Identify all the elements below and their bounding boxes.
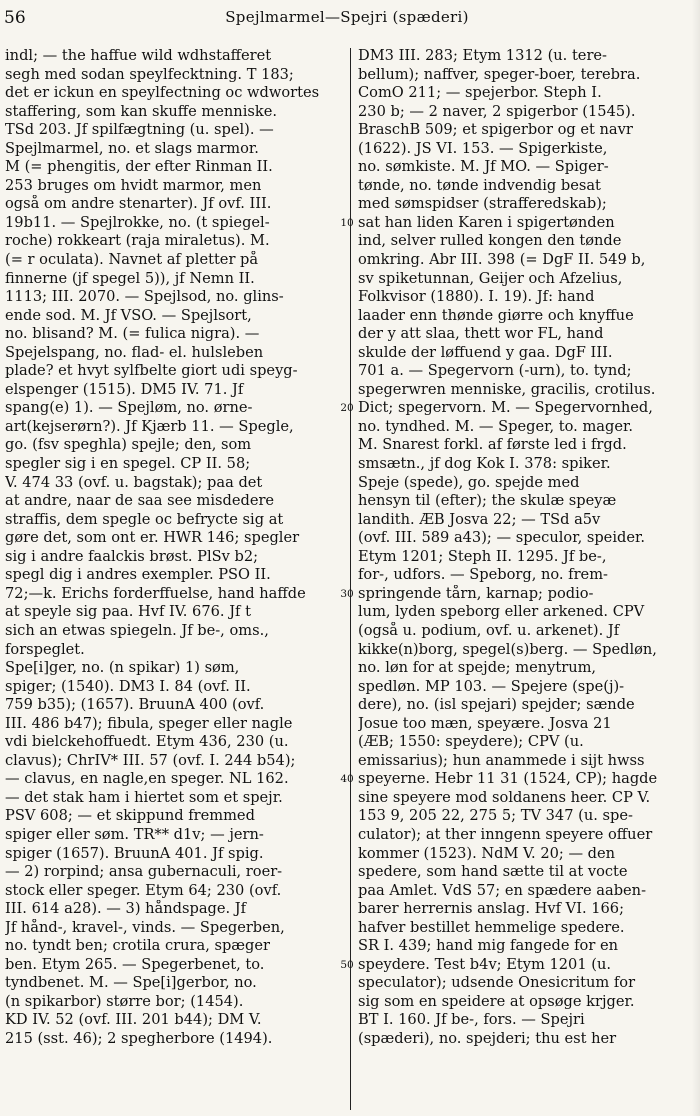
left-column-line: 19b11. — Spejlrokke, no. (t spiegel- [5,213,270,231]
right-column-line: DM3 III. 283; Etym 1312 (u. tere- [358,47,607,64]
left-column-line: spang(e) 1). — Spejløm, no. ørne- [5,399,253,417]
right-column-line: Etym 1201; Steph II. 1295. Jf be-, [358,547,607,565]
right-column-line: no. løn for at spejde; menytrum, [358,659,597,677]
right-column-line: speydere. Test b4v; Etym 1201 (u. [358,955,611,973]
left-column-line: ende sod. M. Jf VSO. — Spejlsort, [5,306,252,324]
left-column-line: Spe[i]ger, no. (n spikar) 1) søm, [5,659,240,677]
left-column-line: plade? et hvyt sylfbelte giort udi speyg- [5,362,298,380]
right-column-line: emissarius); hun anammede i sijt hwss [358,751,645,769]
right-column [358,47,696,1049]
right-column-line: springende tårn, karnap; podio- [358,584,594,602]
right-column-line: tønde, no. tønde indvendig besat [358,176,601,194]
left-column-line: 759 b35); (1657). BruunA 400 (ovf. [5,696,265,714]
right-column-line: laader enn thønde giørre och knyffue [358,306,634,324]
left-column-line: Spejelspang, no. flad- el. hulsleben [5,343,264,361]
left-column-line: go. (fsv speghla) spejle; den, som [5,436,252,454]
left-column-line: Spejlmarmel, no. et slags marmor. [5,139,259,157]
page-edge-shadow [692,0,700,1116]
left-column-line: — det stak ham i hiertet som et spejr. [5,788,283,806]
right-column-line: BraschB 509; et spigerbor og et navr [358,121,633,139]
right-column-line: landith. ÆB Josva 22; — TSd a5v [358,510,601,528]
left-column-line: også om andre stenarter). Jf ovf. III. [5,195,272,213]
right-column-line: sine speyere mod soldanens heer. CP V. [358,788,651,806]
right-column-line: Josue too mæn, speyære. Josva 21 [358,714,612,732]
right-column-line: (også u. podium, ovf. u. arkenet). Jf [358,621,620,639]
left-column-line: — clavus, en nagle,en speger. NL 162. [5,770,289,788]
left-column-line: at speyle sig paa. Hvf IV. 676. Jf t [5,603,251,621]
left-column-line: roche) rokkeart (raja miraletus). M. [5,232,270,250]
right-column-line: der y att slaa, thett wor FL, hand [358,325,604,343]
left-column-line: art(kejserørn?). Jf Kjærb 11. — Spegle, [5,417,294,435]
right-column-line: culator); at ther inngenn speyere offuer [358,825,653,843]
right-column-line: Folkvisor (1880). I. 19). Jf: hand [358,288,595,306]
right-column-line: (1622). JS VI. 153. — Spigerkiste, [358,139,608,157]
right-column-line: kikke(n)borg, spegel(s)berg. — Spedløn, [358,640,657,658]
page-number: 56 [4,8,26,28]
left-column-line: clavus); ChrIV* III. 57 (ovf. I. 244 b54); [5,751,296,769]
right-column-line: speculator); udsende Onesicritum for [358,974,636,992]
right-column-line: kommer (1523). NdM V. 20; — den [358,844,616,862]
right-column-line: 701 a. — Spegervorn (-urn), to. tynd; [358,362,632,380]
left-column-line: spegl dig i andres exempler. PSO II. [5,566,271,584]
left-column-line: elspenger (1515). DM5 IV. 71. Jf [5,380,244,398]
left-column-line: Jf hånd-, kravel-, vinds. — Spegerben, [5,918,285,936]
left-column-line: 72;—k. Erichs forderffuelse, hand haffde [5,584,306,602]
margin-line-number: 30 [340,587,354,600]
left-column-line: stock eller speger. Etym 64; 230 (ovf. [5,881,282,899]
left-column-line: 215 (sst. 46); 2 spegherbore (1494). [5,1029,273,1047]
right-column-line: speyerne. Hebr 11 31 (1524, CP); hagde [358,770,658,788]
right-column-line: 153 9, 205 22, 275 5; TV 347 (u. spe- [358,807,633,825]
left-column-line: segh med sodan speylfecktning. T 183; [5,65,294,83]
right-column-line: sv spiketunnan, Geijer och Afzelius, [358,269,623,287]
right-column-line: spegerwren menniske, gracilis, crotilus. [358,380,656,398]
left-column-line: — 2) rorpind; ansa gubernaculi, roer- [5,863,283,881]
right-column-line: smsætn., jf dog Kok I. 378: spiker. [358,455,611,473]
right-column-line: skulde der løffuend y gaa. DgF III. [358,343,613,361]
margin-line-number: 40 [340,773,354,786]
left-column-line: sig i andre faalckis brøst. PlSv b2; [5,547,259,565]
left-column-line: III. 486 b47); fibula, speger eller nagle [5,714,293,732]
right-column-line: sig som en speidere at opsøge krjger. [358,992,635,1010]
column-divider [350,48,351,1110]
right-column-line: med sømspidser (strafferedskab); [358,195,607,213]
left-column-line: KD IV. 52 (ovf. III. 201 b44); DM V. [5,1011,262,1029]
margin-line-number: 50 [340,958,354,971]
right-column-line: lum, lyden speborg eller arkened. CPV [358,603,645,621]
right-column-line: sat han liden Karen i spigertønden [358,213,615,231]
left-column-line: det er ickun en speylfectning oc wdwortes [5,84,320,102]
right-column-line: Speje (spede), go. spejde med [358,473,580,491]
left-column-line: forspeglet. [5,640,85,658]
left-column-line: indl; — the haffue wild wdhstafferet [5,47,272,64]
right-column-line: (spæderi), no. spejderi; thu est her [358,1029,617,1047]
left-column-line: sich an etwas spiegeln. Jf be-, oms., [5,621,269,639]
left-column-line: III. 614 a28). — 3) håndspage. Jf [5,900,247,918]
left-column-line: spegler sig i en spegel. CP II. 58; [5,455,251,473]
right-column-line: BT I. 160. Jf be-, fors. — Spejri [358,1011,585,1029]
left-column [5,47,343,1049]
left-column-line: no. tyndt ben; crotila crura, spæger [5,937,270,955]
left-column-line: staffering, som kan skuffe menniske. [5,102,277,120]
right-column-line: no. tyndhed. M. — Speger, to. mager. [358,417,633,435]
right-column-line: ind, selver rulled kongen den tønde [358,232,622,250]
left-column-line: at andre, naar de saa see misdedere [5,492,275,510]
left-column-line: 1113; III. 2070. — Spejlsod, no. glins- [5,288,284,306]
right-column-line: no. sømkiste. M. Jf MO. — Spiger- [358,158,609,176]
right-column-line: omkring. Abr III. 398 (= DgF II. 549 b, [358,251,646,269]
page-header [4,8,690,32]
right-column-line: hensyn til (efter); the skulæ speyæ [358,492,617,510]
left-column-line: gøre det, som ont er. HWR 146; spegler [5,529,300,547]
right-column-line: M. Snarest forkl. af første led i frgd. [358,436,627,454]
right-column-line: barer herrernis anslag. Hvf VI. 166; [358,900,625,918]
right-column-line: 230 b; — 2 naver, 2 spigerbor (1545). [358,102,636,120]
right-column-line: bellum); naffver, speger-boer, terebra. [358,65,641,83]
left-column-line: PSV 608; — et skippund fremmed [5,807,255,825]
left-column-line: straffis, dem spegle oc befrycte sig at [5,510,284,528]
left-column-line: spiger (1657). BruunA 401. Jf spig. [5,844,264,862]
right-column-line: spedløn. MP 103. — Spejere (spe(j)- [358,677,625,695]
right-column-line: Dict; spegervorn. M. — Spegervornhed, [358,399,653,417]
left-column-line: TSd 203. Jf spilfægtning (u. spel). — [5,121,274,139]
left-column-line: V. 474 33 (ovf. u. bagstak); paa det [5,473,263,491]
right-column-line: (ÆB; 1550: speydere); CPV (u. [358,733,584,751]
left-column-line: (= r oculata). Navnet af pletter på [5,251,259,269]
right-column-line: for-, udfors. — Speborg, no. frem- [358,566,608,584]
running-head: Spejlmarmel—Spejri (spæderi) [225,8,469,26]
left-column-line: M (= phengitis, der efter Rinman II. [5,158,273,176]
right-column-line: paa Amlet. VdS 57; en spædere aaben- [358,881,647,899]
right-column-line: hafver bestillet hemmelige spedere. [358,918,625,936]
right-column-line: spedere, som hand sætte til at vocte [358,863,628,881]
left-column-line: (n spikarbor) større bor; (1454). [5,992,244,1010]
right-column-line: (ovf. III. 589 a43); — speculor, speider. [358,529,645,547]
margin-line-number: 10 [340,216,354,229]
left-column-line: 253 bruges om hvidt marmor, men [5,176,262,194]
left-column-line: no. blisand? M. (= fulica nigra). — [5,325,260,343]
left-column-line: spiger eller søm. TR** d1v; — jern- [5,825,264,843]
right-column-line: ComO 211; — spejerbor. Steph I. [358,84,602,102]
left-column-line: vdi bielckehoffuedt. Etym 436, 230 (u. [5,733,289,751]
margin-line-number: 20 [340,402,354,415]
left-column-line: finnerne (jf spegel 5)), jf Nemn II. [5,269,255,287]
right-column-line: dere), no. (isl spejari) spejder; sænde [358,696,635,714]
left-column-line: tyndbenet. M. — Spe[i]gerbor, no. [5,974,257,992]
left-column-line: ben. Etym 265. — Spegerbenet, to. [5,955,265,973]
right-column-line: SR I. 439; hand mig fangede for en [358,937,618,955]
left-column-line: spiger; (1540). DM3 I. 84 (ovf. II. [5,677,251,695]
